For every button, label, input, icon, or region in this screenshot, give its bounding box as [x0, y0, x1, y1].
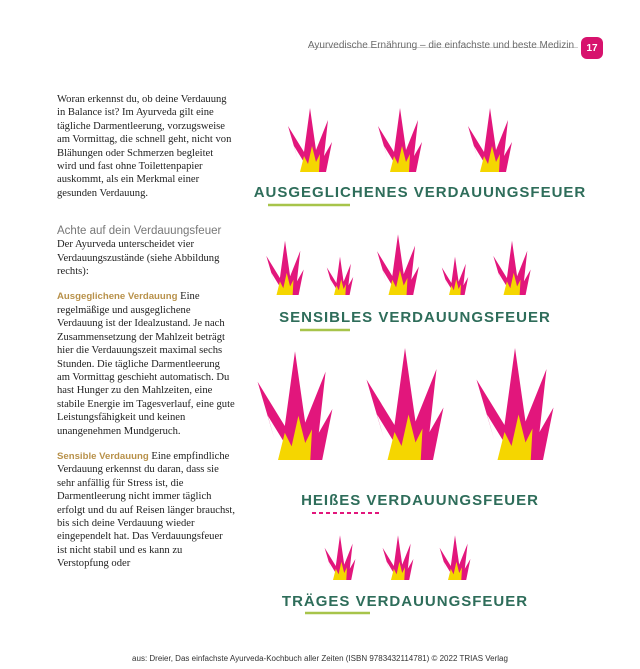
flame-icon: [266, 241, 303, 295]
fire-label-balanced: AUSGEGLICHENES VERDAUUNGSFEUER: [253, 184, 587, 201]
flame-icon: [378, 108, 422, 172]
flame-icon: [258, 351, 333, 460]
entry-lead: Sensible Verdauung: [57, 450, 149, 462]
fire-label-sluggish: TRÄGES VERDAUUNGSFEUER: [281, 593, 529, 610]
page-number-badge: 17: [581, 37, 603, 59]
flame-icon: [377, 234, 419, 295]
flame-icon: [367, 348, 444, 460]
flame-icon: [468, 108, 512, 172]
flame-icon: [442, 257, 468, 295]
footer-citation: aus: Dreier, Das einfachste Ayurveda-Kochbuch aller Zeiten (ISBN 9783432114781) © 2022 TRIAS Verlag: [132, 654, 508, 663]
intro-paragraph: Woran erkennst du, ob deine Verdauung in Balance ist? Im Ayurveda gilt eine tägliche Darmentleerung, vorzugsweise am Vormittag, die schnell geht, nicht von Blähungen oder Schmerzen begleitet wird und fast ohne Toilettenpapier auskommt, als ein Merkmal einer gesunden Verdauung.: [57, 94, 232, 199]
flame-icon: [440, 535, 471, 580]
flame-icon: [477, 348, 554, 460]
flame-icon: [493, 241, 530, 295]
section-intro: Der Ayurveda unterscheidet vier Verdauungszustände (siehe Abbildung rechts):: [57, 239, 220, 278]
flame-icon: [383, 535, 414, 580]
flame-icon: [288, 108, 332, 172]
running-header: Ayurvedische Ernährung – die einfachste und beste Medizin: [307, 40, 574, 51]
entry-text: Eine regelmäßige und ausgeglichene Verdauung ist der Idealzustand. Je nach Zusammensetzung der Mahlzeit beträgt hier die Verdauungszeit maximal sechs Stunden. Die tägliche Darmentleerung am Vormittag geschieht automatisch. Du hast Hunger zu den Mahlzeiten, eine stabile Energie im Tagesverlauf, eine gute Leistungsfähigkeit und keinen unangenehmen Mundgeruch.: [57, 291, 235, 437]
text-column: [57, 93, 235, 571]
digestive-fire-illustration: [250, 80, 590, 620]
entry-sensitive: [57, 450, 235, 571]
fire-label-sensitive: SENSIBLES VERDAUUNGSFEUER: [279, 309, 551, 326]
entry-lead: Ausgeglichene Verdauung: [57, 291, 178, 303]
flame-icon: [325, 535, 356, 580]
entry-balanced: [57, 290, 235, 437]
flame-icon: [327, 257, 353, 295]
fire-label-hot: HEIßES VERDAUUNGSFEUER: [301, 492, 539, 509]
section-heading: Achte auf dein Verdauungsfeuer: [57, 225, 222, 238]
entry-text: Eine empfindliche Verdauung erkennst du daran, dass sie sehr anfällig für Stress ist, die Darmentleerung nicht immer täglich erfolgt und du auf Reisen länger brauchst, bis sich deine Verdauung wieder eingependelt hat. Das Verdauungsfeuer ist nicht stabil und es kann zu Verstopfung oder: [57, 450, 235, 570]
